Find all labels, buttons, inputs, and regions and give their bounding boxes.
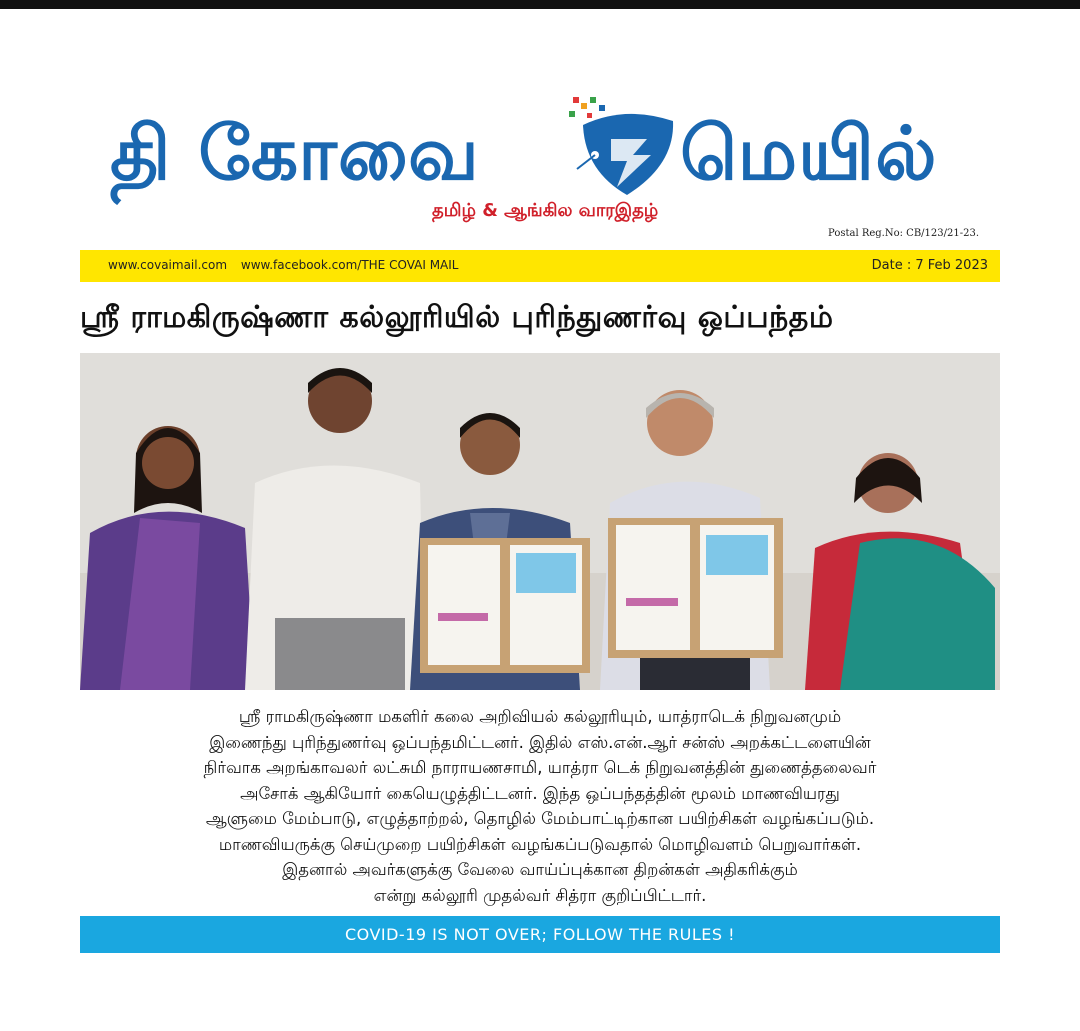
masthead-subtitle: தமிழ் & ஆங்கில வாரஇதழ்	[432, 200, 659, 221]
article-line: ஸ்ரீ ராமகிருஷ்ணா மகளிர் கலை அறிவியல் கல்லூரியும், யாத்ராடெக் நிறுவனமும்	[238, 707, 842, 726]
certificate-folder-2	[608, 518, 783, 658]
facebook-link[interactable]: www.facebook.com/THE COVAI MAIL	[240, 258, 459, 272]
postal-registration: Postal Reg.No: CB/123/21-23.	[828, 228, 980, 239]
article-line: நிர்வாக அறங்காவலர் லட்சுமி நாராயணசாமி, யாத்ரா டெக் நிறுவனத்தின் துணைத்தலைவர்	[203, 758, 877, 777]
info-bar	[80, 250, 1000, 282]
top-border	[0, 0, 1080, 9]
website-link[interactable]: www.covaimail.com	[108, 258, 228, 272]
article-body	[80, 704, 1000, 908]
article-line: அசோக் ஆகியோர் கையெழுத்திட்டனர். இந்த ஒப்பந்தத்தின் மூலம் மாணவியரது	[240, 783, 840, 803]
article-line: மாணவியருக்கு செய்முறை பயிற்சிகள் வழங்கப்படுவதால் மொழிவளம் பெறுவார்கள்.	[218, 834, 862, 854]
article-line: என்று கல்லூரி முதல்வர் சித்ரா குறிப்பிட்டார்.	[373, 885, 707, 905]
masthead-logo-icon	[565, 95, 685, 205]
photo-illustration	[80, 353, 1000, 690]
article-headline: ஸ்ரீ ராமகிருஷ்ணா கல்லூரியில் புரிந்துணர்வு ஒப்பந்தம்	[80, 300, 834, 335]
article-line: இணைந்து புரிந்துணர்வு ஒப்பந்தமிட்டனர். இதில் எஸ்.என்.ஆர் சன்ஸ் அறக்கட்டளையின்	[209, 732, 871, 752]
article-photo	[80, 353, 1000, 690]
info-bar-links	[108, 258, 468, 272]
masthead-title-left: தி கோவை	[110, 111, 480, 197]
masthead	[110, 95, 990, 220]
certificate-folder-1	[420, 538, 590, 673]
issue-date: Date : 7 Feb 2023	[871, 258, 988, 273]
masthead-title-right: மெயில்	[680, 111, 938, 197]
covid-notice-bar: COVID-19 IS NOT OVER; FOLLOW THE RULES !	[80, 916, 1000, 953]
article-line: இதனால் அவர்களுக்கு வேலை வாய்ப்புக்கான திறன்கள் அதிகரிக்கும்	[282, 860, 798, 879]
article-line: ஆளுமை மேம்பாடு, எழுத்தாற்றல், தொழில் மேம்பாட்டிற்கான பயிற்சிகள் வழங்கப்படும்.	[205, 809, 875, 828]
